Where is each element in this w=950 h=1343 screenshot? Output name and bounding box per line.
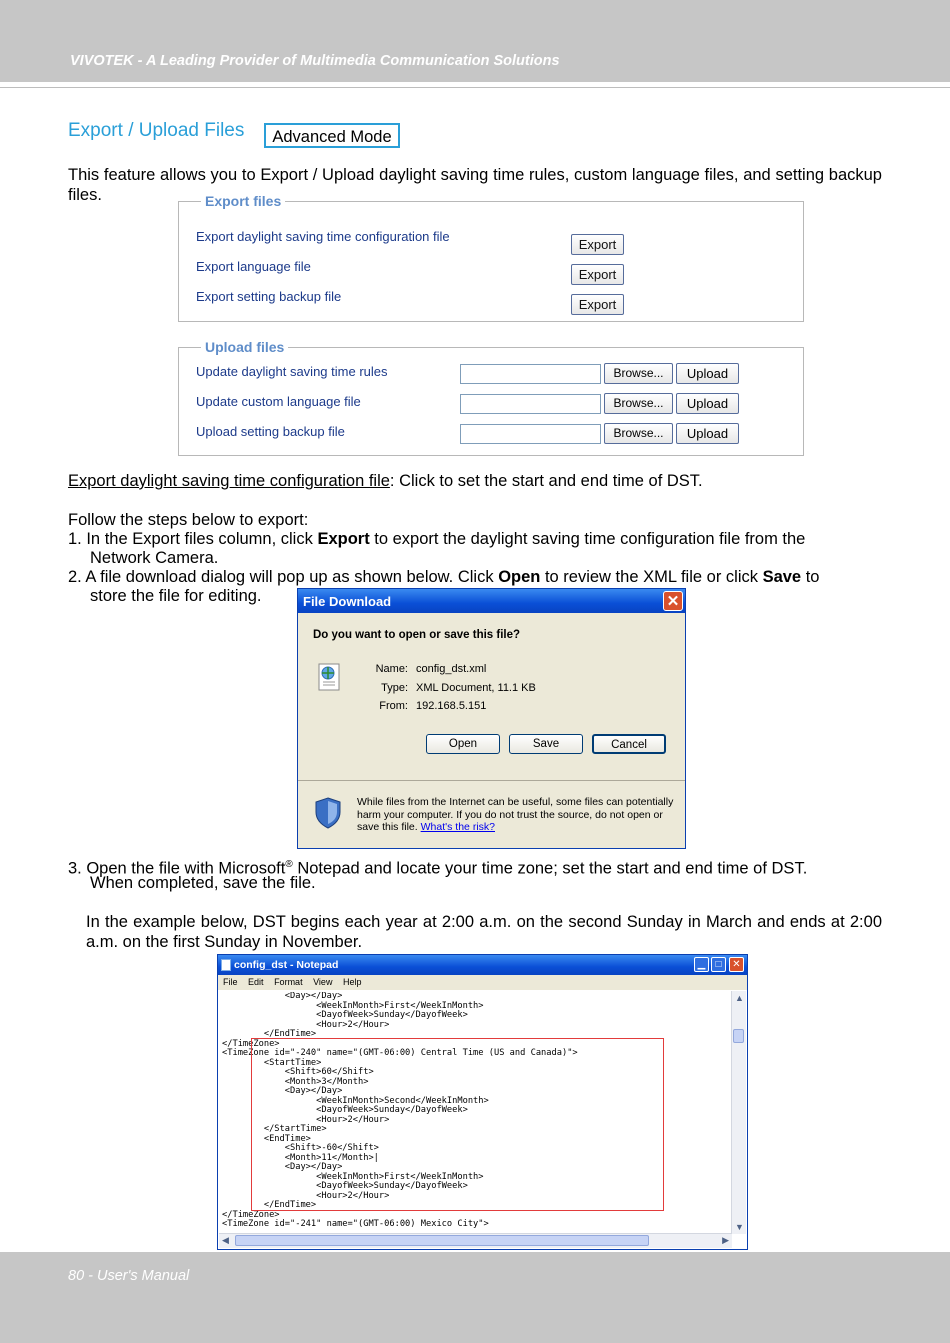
dialog-from-value: 192.168.5.151 [416, 700, 487, 712]
upload-files-legend: Upload files [201, 339, 288, 355]
dialog-cancel-button[interactable]: Cancel [592, 734, 666, 754]
whats-the-risk-link[interactable]: What's the risk? [420, 821, 495, 833]
scroll-left-icon[interactable]: ◀ [222, 1235, 229, 1245]
step-3-text-b: Notepad and locate your time zone; set the start and end time of DST. [292, 859, 808, 878]
menu-format[interactable]: Format [274, 977, 303, 987]
dialog-close-icon[interactable]: ✕ [663, 591, 683, 611]
section-title: Export / Upload Files [68, 120, 245, 141]
dialog-titlebar [298, 589, 685, 613]
menu-edit[interactable]: Edit [248, 977, 264, 987]
upload-language-upload-button[interactable]: Upload [676, 393, 739, 414]
export-files-panel [178, 193, 804, 322]
notepad-titlebar [218, 955, 747, 975]
step-1-bold-export: Export [317, 530, 370, 548]
security-shield-icon [314, 797, 342, 829]
upload-backup-file-input[interactable] [460, 424, 601, 444]
dialog-name-value: config_dst.xml [416, 663, 487, 675]
dialog-warning [357, 796, 677, 834]
xml-file-icon [316, 663, 342, 691]
step-2 [68, 568, 882, 588]
upload-language-browse-button[interactable]: Browse... [604, 393, 673, 414]
dialog-save-button[interactable]: Save [509, 734, 583, 754]
dialog-separator [298, 780, 685, 781]
scroll-up-icon[interactable]: ▲ [735, 993, 744, 1003]
upload-files-panel [178, 339, 804, 456]
dialog-type-value: XML Document, 11.1 KB [416, 682, 536, 694]
scroll-right-icon[interactable]: ▶ [722, 1235, 729, 1245]
dialog-warning-text: While files from the Internet can be useful, some files can potentially harm your computer. If you do not trust the source, do not open or save this file. [357, 796, 674, 833]
dialog-question: Do you want to open or save this file? [313, 629, 521, 641]
export-language-label: Export language file [196, 259, 311, 274]
step-1-continued: Network Camera. [90, 549, 219, 567]
upload-backup-label: Upload setting backup file [196, 424, 345, 439]
upload-language-file-input[interactable] [460, 394, 601, 414]
notepad-menubar [218, 975, 747, 990]
vertical-scrollbar[interactable] [731, 991, 746, 1234]
step-1-text-c: to export the daylight saving time configuration file from the [369, 530, 806, 548]
export-dst-label: Export daylight saving time configuration file [196, 229, 450, 244]
horizontal-scroll-thumb[interactable] [235, 1235, 649, 1246]
dialog-type-label: Type: [381, 682, 408, 694]
header-rule [0, 87, 950, 88]
mode-badge-label: Advanced Mode [272, 128, 392, 146]
notepad-app-icon [221, 959, 231, 971]
steps-intro: Follow the steps below to export: [68, 511, 309, 529]
close-icon[interactable]: ✕ [729, 957, 744, 972]
dst-paragraph-rest: : Click to set the start and end time of DST. [389, 472, 703, 490]
registered-mark: ® [285, 859, 293, 870]
step-2-text-a: 2. A file download dialog will pop up as shown below. Click [68, 568, 499, 586]
export-backup-label: Export setting backup file [196, 289, 342, 304]
dialog-name-label: Name: [375, 663, 408, 675]
export-files-legend: Export files [201, 193, 285, 209]
step-3-text-a: 3. Open the file with Microsoft [68, 859, 286, 878]
upload-backup-browse-button[interactable]: Browse... [604, 423, 673, 444]
notepad-text-area[interactable]: <Day></Day> <WeekInMonth>First</WeekInMonth> <DayofWeek>Sunday</DayofWeek> <Hour>2</Hour> </EndTime> </TimeZone> <TimeZone id="-240" name="(GMT-06:00) Central Time (US and Canada)"> <StartTime> <Shift>60</Shift> <Month>3</Month> <Day></Day> <WeekInMonth>Second</WeekInMonth> <DayofWeek>Sunday</DayofWeek> <Hour>2</Hour> </StartTime> <EndTime> <Shift>-60</Shift> <Month>11</Month>| <Day></Day> <WeekInMonth>First</WeekInMonth> <DayofWeek>Sunday</DayofWeek> <Hour>2</Hour> </EndTime> </TimeZone> <TimeZone id="-241" name="(GMT-06:00) Mexico City"> [222, 992, 578, 1229]
step-2-continued: store the file for editing. [90, 587, 262, 605]
dst-link-text: Export daylight saving time configuration file [68, 472, 390, 490]
step-1 [68, 530, 882, 550]
dialog-from-label: From: [379, 700, 408, 712]
menu-view[interactable]: View [313, 977, 333, 987]
step-2-text-c: to review the XML file or click [540, 568, 763, 586]
footer-page-label: 80 - User's Manual [68, 1268, 190, 1284]
upload-dst-file-input[interactable] [460, 364, 601, 384]
menu-help[interactable]: Help [342, 977, 362, 987]
example-paragraph: In the example below, DST begins each year at 2:00 a.m. on the second Sunday in March and ends at 2:00 a.m. on the first Sunday in November. [86, 913, 882, 951]
advanced-mode-badge [264, 123, 400, 148]
step-1-text-a: 1. In the Export files column, click [68, 530, 318, 548]
page-footer [0, 1252, 950, 1343]
step-3-continued: When completed, save the file. [90, 874, 316, 892]
dialog-open-button[interactable]: Open [426, 734, 500, 754]
vertical-scroll-thumb[interactable] [733, 1029, 744, 1043]
timezone-highlight-box [251, 1038, 664, 1211]
horizontal-scrollbar[interactable] [219, 1233, 732, 1248]
step-2-bold-open: Open [498, 568, 541, 586]
upload-backup-upload-button[interactable]: Upload [676, 423, 739, 444]
menu-file[interactable]: File [223, 977, 238, 987]
export-dst-button[interactable]: Export [571, 234, 624, 255]
dst-paragraph [68, 472, 882, 492]
upload-dst-upload-button[interactable]: Upload [676, 363, 739, 384]
intro-paragraph: This feature allows you to Export / Upload daylight saving time rules, custom language files, and setting backup files. [68, 166, 882, 204]
step-2-text-e: to [801, 568, 820, 586]
upload-language-label: Update custom language file [196, 394, 361, 409]
notepad-window [217, 954, 748, 1250]
minimize-icon[interactable]: ▁ [694, 957, 709, 972]
header-tagline: VIVOTEK - A Leading Provider of Multimedia Communication Solutions [70, 53, 560, 69]
export-language-button[interactable]: Export [571, 264, 624, 285]
export-backup-button[interactable]: Export [571, 294, 624, 315]
upload-dst-browse-button[interactable]: Browse... [604, 363, 673, 384]
dialog-title: File Download [303, 594, 392, 609]
notepad-title: config_dst - Notepad [234, 959, 339, 971]
upload-dst-label: Update daylight saving time rules [196, 364, 388, 379]
maximize-icon[interactable]: □ [711, 957, 726, 972]
file-download-dialog [297, 588, 686, 849]
scroll-down-icon[interactable]: ▼ [735, 1222, 744, 1232]
page-header [0, 0, 950, 82]
step-2-bold-save: Save [762, 568, 802, 586]
